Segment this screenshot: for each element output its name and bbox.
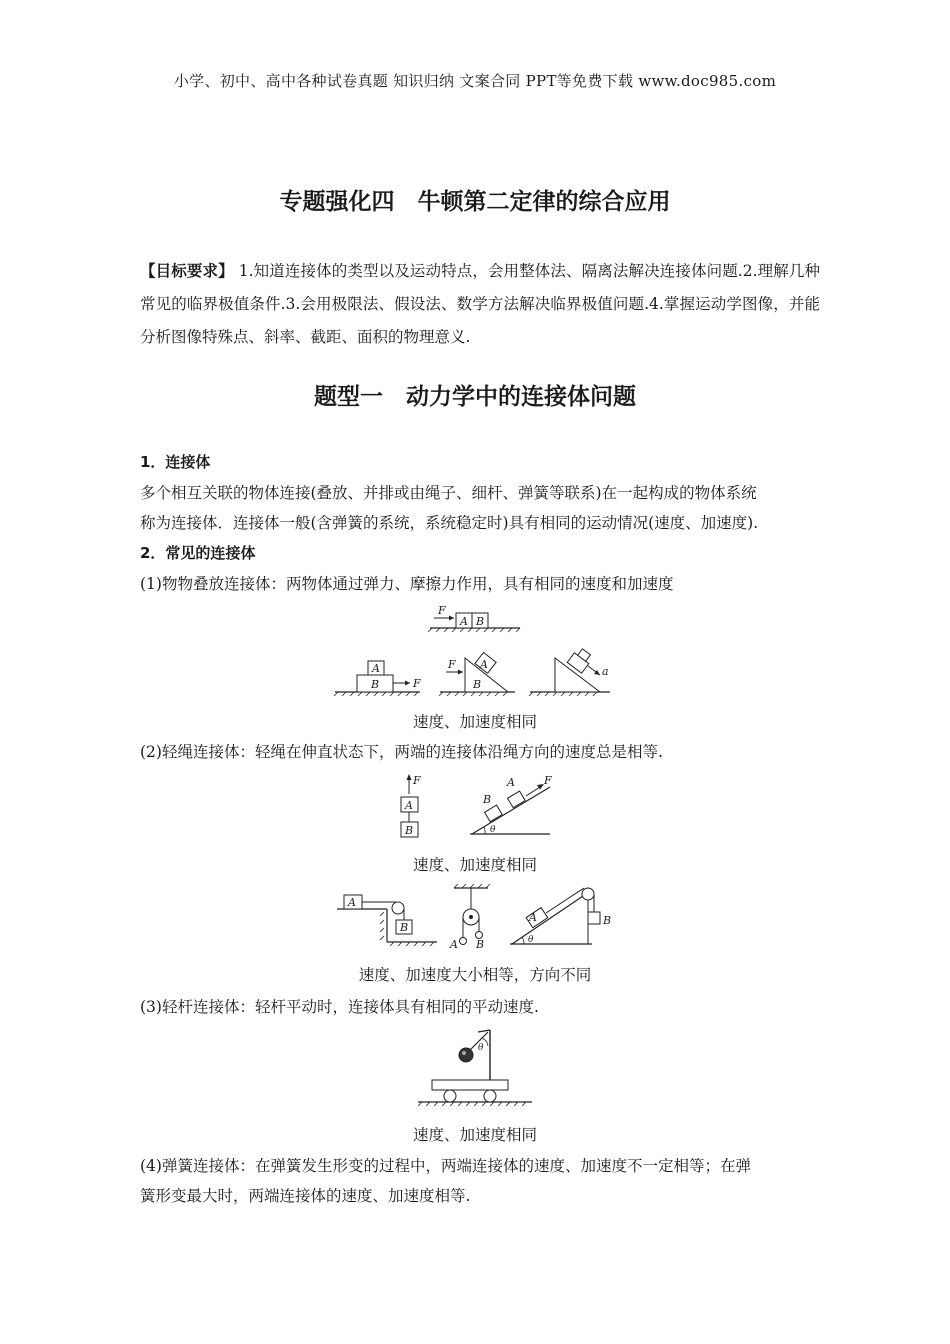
item4-line1: (4)弹簧连接体：在弹簧发生形变的过程中，两端连接体的速度、加速度不一定相等；在弹 <box>140 1157 751 1175</box>
fig2b-incline-AB <box>470 774 552 835</box>
label-A: A <box>405 799 413 812</box>
label-theta: θ <box>490 825 496 835</box>
label-A: A <box>372 662 380 675</box>
heading-connected-body: 1．连接体 <box>140 453 211 471</box>
label-A: A <box>480 658 488 671</box>
caption-1: 速度、加速度相同 <box>412 713 537 731</box>
fig1d-incline-blocks <box>529 646 610 696</box>
label-B: B <box>476 938 485 951</box>
label-B: B <box>483 793 492 806</box>
page-title: 专题强化四 牛顿第二定律的综合应用 <box>279 189 671 215</box>
goal-text: 1.知道连接体的类型以及运动特点，会用整体法、隔离法解决连接体问题.2.理解几种常见的临界极值条件.3.会用极限法、假设法、数学方法解决临界极值问题.4.掌握运动学图像，并能分析图像特殊点、斜率、截距、面积的物理意义. <box>140 262 820 346</box>
label-B: B <box>603 914 612 927</box>
label-F: F <box>413 677 421 690</box>
caption-4: 速度、加速度相同 <box>412 1126 537 1144</box>
label-A: A <box>529 911 537 924</box>
item2-text: (2)轻绳连接体：轻绳在伸直状态下，两端的连接体沿绳方向的速度总是相等. <box>140 743 663 761</box>
label-F: F <box>438 604 446 617</box>
label-A: A <box>460 615 468 628</box>
figure-pulleys <box>332 882 622 954</box>
p1-line2: 称为连接体．连接体一般(含弹簧的系统，系统稳定时)具有相同的运动情况(速度、加速度). <box>140 514 759 532</box>
label-F: F <box>544 774 552 787</box>
label-B: B <box>476 615 485 628</box>
fig3b-hanging-pulley <box>449 884 490 951</box>
fig1b-stacked-AB <box>334 661 421 696</box>
label-B: B <box>473 678 482 691</box>
label-F: F <box>413 774 421 787</box>
label-A: A <box>450 938 458 951</box>
label-a: a <box>602 665 609 678</box>
item3-text: (3)轻杆连接体：轻杆平动时，连接体具有相同的平动速度. <box>140 998 539 1016</box>
fig1c-wedge <box>439 652 515 696</box>
p1-line1: 多个相互关联的物体连接(叠放、并排或由绳子、细杆、弹簧等联系)在一起构成的物体系统 <box>140 484 757 502</box>
figure-rope-vertical-incline <box>380 772 570 844</box>
label-B: B <box>400 921 409 934</box>
item4-line2: 簧形变最大时，两端连接体的速度、加速度相等. <box>140 1187 471 1205</box>
fig3a-table-pulley <box>337 895 437 946</box>
fig2a-vertical-AB <box>401 774 421 837</box>
caption-2: 速度、加速度相同 <box>412 856 537 874</box>
site-header: 小学、初中、高中各种试卷真题 知识归纳 文案合同 PPT等免费下载 www.doc985.com <box>173 72 777 90</box>
caption-3: 速度、加速度大小相等，方向不同 <box>358 966 592 984</box>
label-A: A <box>507 776 515 789</box>
heading-common-types: 2．常见的连接体 <box>140 544 256 562</box>
fig3c-incline-pulley <box>510 888 611 945</box>
figure-stacked-blocks <box>330 600 630 700</box>
label-A: A <box>348 896 356 909</box>
label-B: B <box>371 678 380 691</box>
label-B: B <box>405 824 414 837</box>
item1-text: (1)物物叠放连接体：两物体通过弹力、摩擦力作用，具有相同的速度和加速度 <box>140 575 674 593</box>
label-theta: θ <box>478 1043 484 1053</box>
label-theta: θ <box>528 935 534 945</box>
figure-rod-cart <box>410 1024 540 1110</box>
goal-paragraph <box>140 255 820 354</box>
goal-label: 【目标要求】 <box>140 262 234 280</box>
label-F: F <box>448 658 456 671</box>
section-title: 题型一 动力学中的连接体问题 <box>314 384 636 410</box>
fig1a-pushed-blocks <box>428 604 520 632</box>
